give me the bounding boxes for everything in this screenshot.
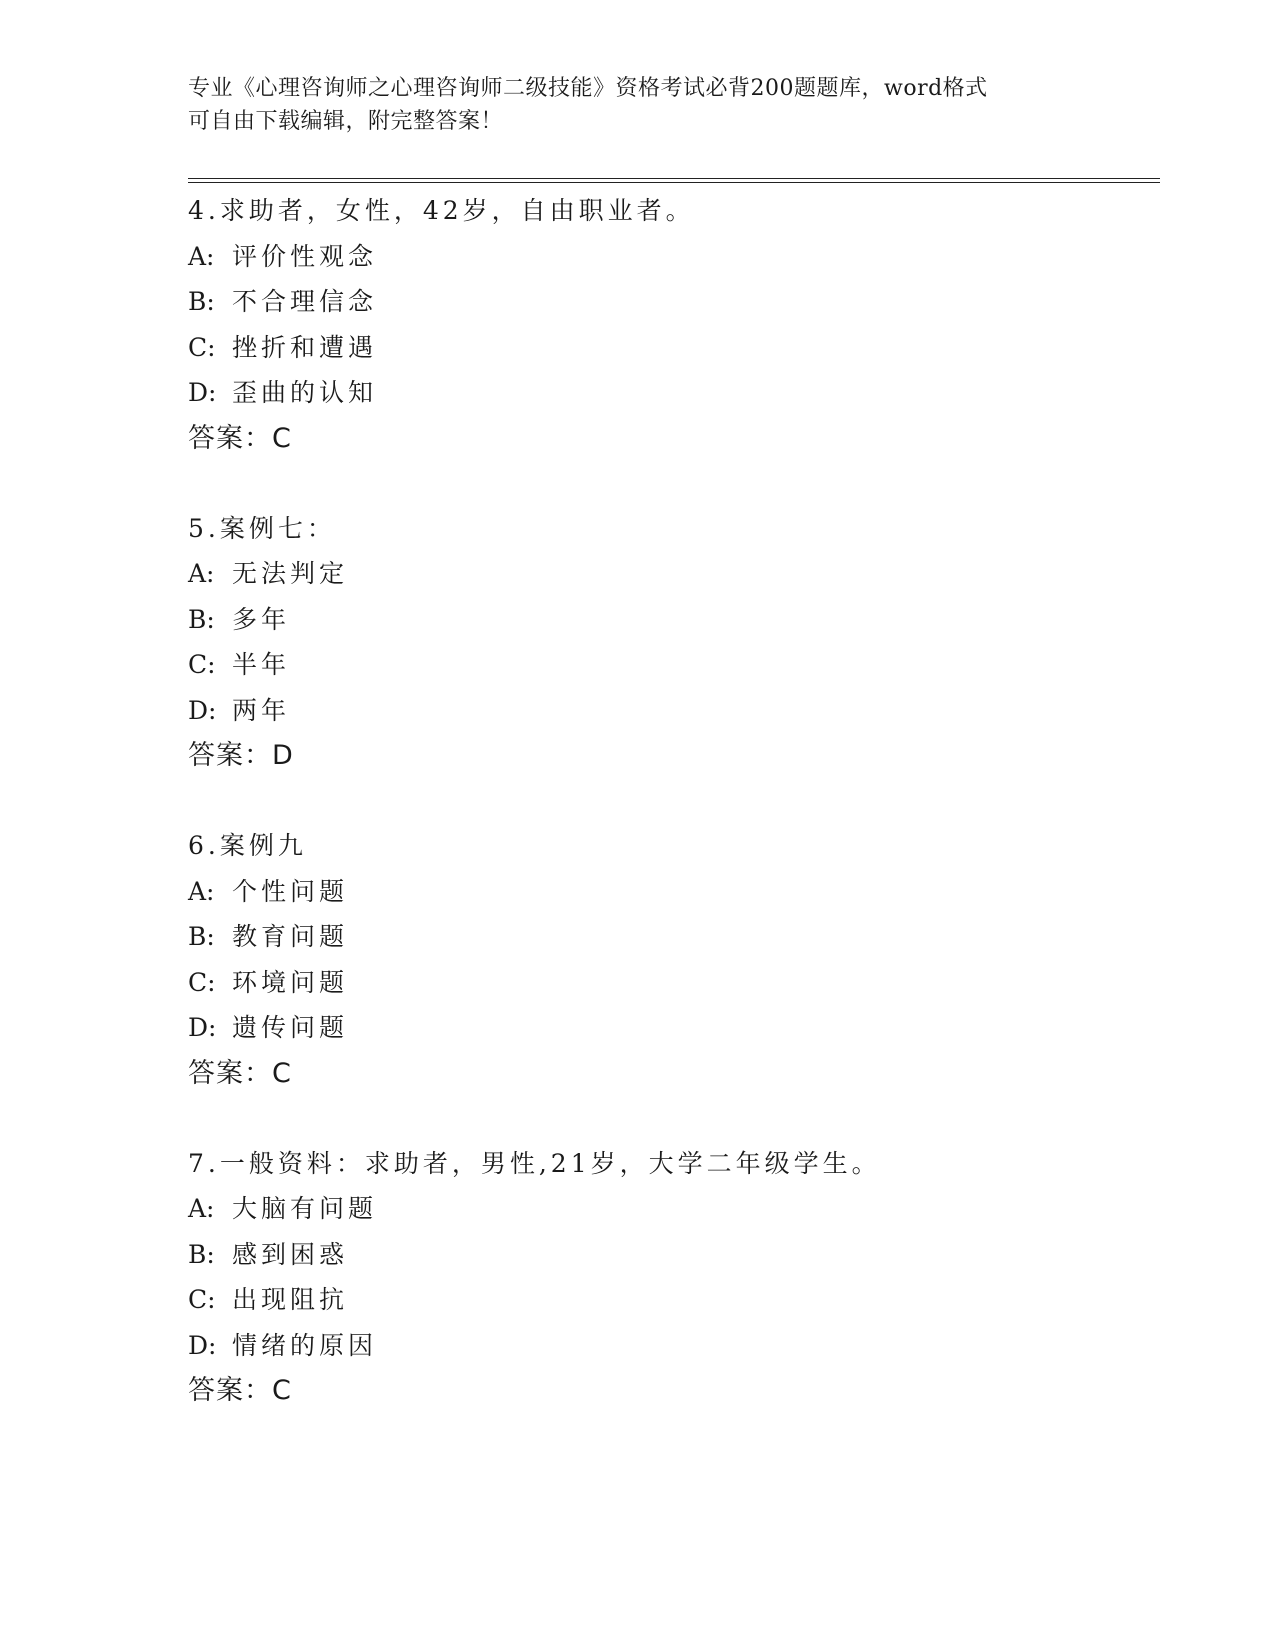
option-key: A:: [188, 241, 215, 271]
option-text: 多年: [232, 604, 291, 634]
question-stem: 4.求助者，女性，42岁，自由职业者。: [188, 196, 695, 225]
option-text: 不合理信念: [232, 287, 378, 316]
option-text: 挫折和遭遇: [232, 332, 378, 362]
option-key: D:: [188, 695, 217, 725]
answer-line: 答案：D: [188, 740, 294, 771]
option-d: [188, 1005, 1148, 1051]
question-list: [188, 188, 1148, 1458]
option-b: [188, 1232, 1148, 1278]
option-key: D:: [188, 1013, 217, 1042]
option-text: 两年: [232, 695, 291, 725]
option-d: [188, 370, 1148, 416]
option-text: 出现阻抗: [232, 1285, 349, 1314]
option-key: B:: [188, 1239, 215, 1269]
question-stem: 6.案例九: [188, 831, 307, 860]
answer-line: 答案：C: [188, 422, 292, 454]
option-text: 个性问题: [232, 876, 349, 906]
option-text: 情绪的原因: [232, 1330, 378, 1360]
document-header: [188, 72, 1088, 138]
option-a: [188, 1186, 1148, 1232]
option-key: C:: [188, 332, 216, 362]
option-key: A:: [188, 876, 215, 906]
option-key: C:: [188, 1285, 216, 1314]
option-text: 歪曲的认知: [232, 378, 378, 407]
option-d: [188, 1323, 1148, 1369]
option-text: 遗传问题: [232, 1013, 349, 1042]
option-d: [188, 688, 1148, 734]
option-b: [188, 279, 1148, 325]
option-c: [188, 1277, 1148, 1323]
question-item: [188, 506, 1148, 780]
option-text: 半年: [232, 650, 291, 679]
option-key: A:: [188, 559, 215, 588]
header-divider-bottom: [188, 182, 1160, 183]
question-item: [188, 823, 1148, 1097]
answer-line: 答案：C: [188, 1057, 292, 1089]
header-title-line-2: 可自由下载编辑，附完整答案！: [188, 109, 504, 134]
option-key: D:: [188, 1330, 217, 1360]
option-b: [188, 914, 1148, 960]
option-key: D:: [188, 378, 217, 407]
question-stem: 5.案例七：: [188, 513, 336, 543]
header-divider-top: [188, 178, 1160, 179]
option-a: [188, 869, 1148, 915]
option-key: C:: [188, 650, 216, 679]
question-stem: 7.一般资料：求助者，男性,21岁，大学二年级学生。: [188, 1148, 881, 1178]
option-key: A:: [188, 1194, 215, 1223]
option-text: 大脑有问题: [232, 1194, 378, 1223]
option-text: 教育问题: [232, 922, 349, 951]
option-c: [188, 642, 1148, 688]
option-key: B:: [188, 922, 215, 951]
option-b: [188, 597, 1148, 643]
option-c: [188, 960, 1148, 1006]
option-key: B:: [188, 287, 215, 316]
option-a: [188, 234, 1148, 280]
option-text: 无法判定: [232, 559, 349, 588]
option-text: 评价性观念: [232, 241, 378, 271]
option-key: B:: [188, 604, 215, 634]
question-item: [188, 1141, 1148, 1415]
option-key: C:: [188, 967, 216, 997]
question-item: [188, 188, 1148, 462]
option-text: 感到困惑: [232, 1239, 349, 1269]
option-a: [188, 551, 1148, 597]
option-c: [188, 325, 1148, 371]
answer-line: 答案：C: [188, 1375, 292, 1406]
option-text: 环境问题: [232, 967, 349, 997]
header-title-line-1: 专业《心理咨询师之心理咨询师二级技能》资格考试必背200题题库，word格式: [188, 76, 988, 101]
